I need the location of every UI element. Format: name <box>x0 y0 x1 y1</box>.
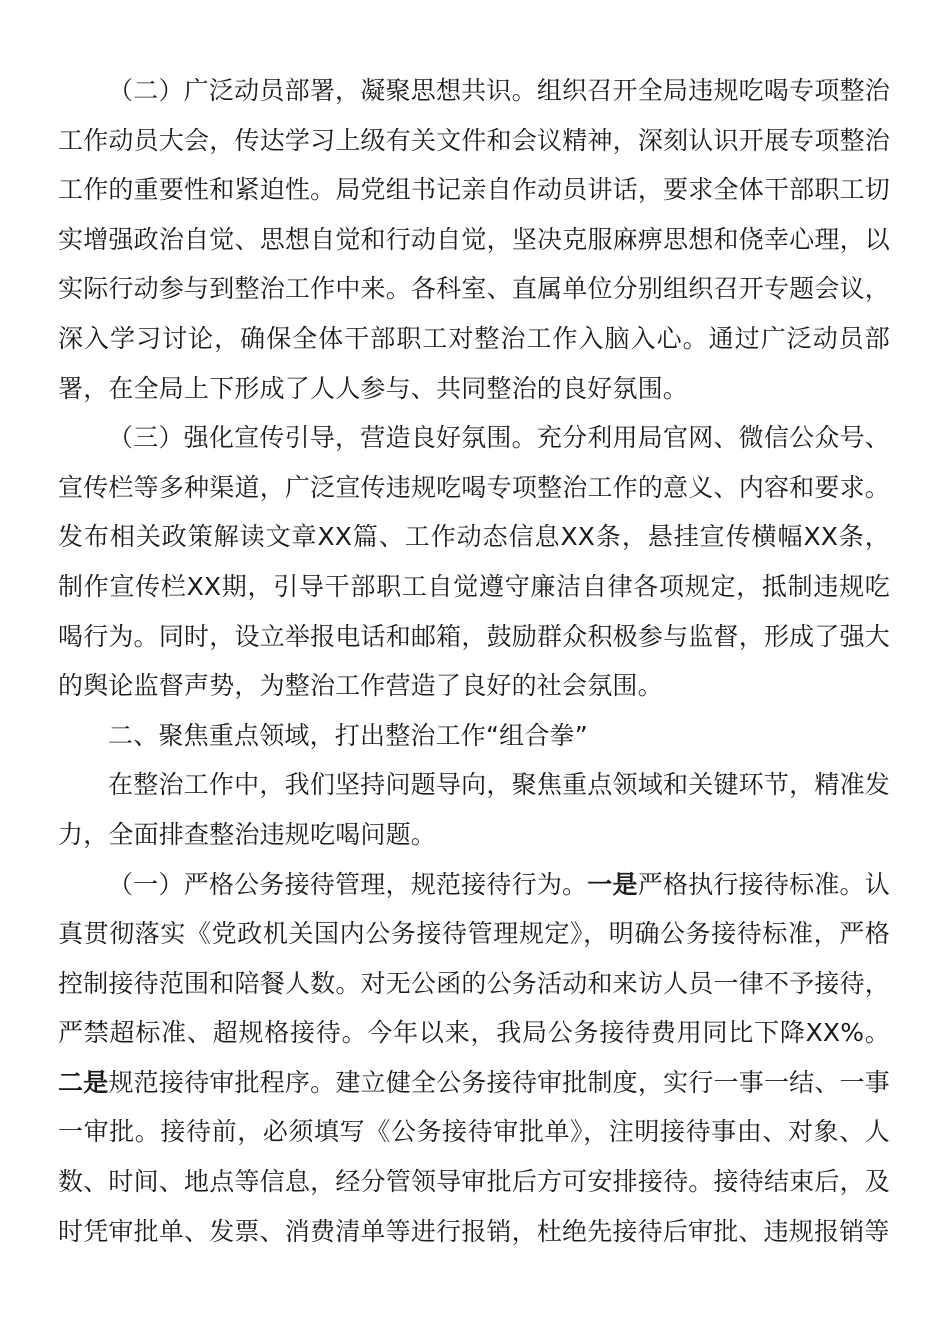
second-point-text: 规范接待审批程序。建立健全公务接待审批制度，实行一事一结、一事一审批。接待前，必须填写《公务接待审批单》，注明接待事由、对象、人数、时间、地点等信息，经分管领导审批后方可安排接待。接待结束后，及时凭审批单、发票、消费清单等进行报销，杜绝先接待后审批、违规报销等 <box>58 1067 891 1246</box>
paragraph-mobilization: （二）广泛动员部署，凝聚思想共识。组织召开全局违规吃喝专项整治工作动员大会，传达学习上级有关文件和会议精神，深刻认识开展专项整治工作的重要性和紧迫性。局党组书记亲自作动员讲话，要求全体干部职工切实增强政治自觉、思想自觉和行动自觉，坚决克服麻痹思想和侥幸心理，以实际行动参与到整治工作中来。各科室、直属单位分别组织召开专题会议，深入学习讨论，确保全体干部职工对整治工作入脑入心。通过广泛动员部署，在全局上下形成了人人参与、共同整治的良好氛围。 <box>58 76 890 403</box>
paragraph-focus: 在整治工作中，我们坚持问题导向，聚焦重点领域和关键环节，精准发力，全面排查整治违规吃喝问题。 <box>58 770 890 849</box>
first-point-label: 一是 <box>587 869 638 899</box>
document-page <box>58 66 890 1256</box>
section-heading: 二、聚焦重点领域，打出整治工作“组合拳” <box>108 720 588 750</box>
paragraph-publicity: （三）强化宣传引导，营造良好氛围。充分利用局官网、微信公众号、宣传栏等多种渠道，广泛宣传违规吃喝专项整治工作的意义、内容和要求。发布相关政策解读文章XX篇、工作动态信息XX条，悬挂宣传横幅XX条，制作宣传栏XX期，引导干部职工自觉遵守廉洁自律各项规定，抵制违规吃喝行为。同时，设立举报电话和邮箱，鼓励群众积极参与监督，形成了强大的舆论监督声势，为整治工作营造了良好的社会氛围。 <box>58 423 890 701</box>
first-point-text: 严格执行接待标准。认真贯彻落实《党政机关国内公务接待管理规定》，明确公务接待标准，严格控制接待范围和陪餐人数。对无公函的公务活动和来访人员一律不予接待，严禁超标准、超规格接待。今年以来，我局公务接待费用同比下降XX%。 <box>58 869 890 1048</box>
second-point-label: 二是 <box>58 1067 109 1097</box>
paragraph-reception <box>58 860 890 1257</box>
reception-intro: （一）严格公务接待管理，规范接待行为。 <box>108 869 588 899</box>
